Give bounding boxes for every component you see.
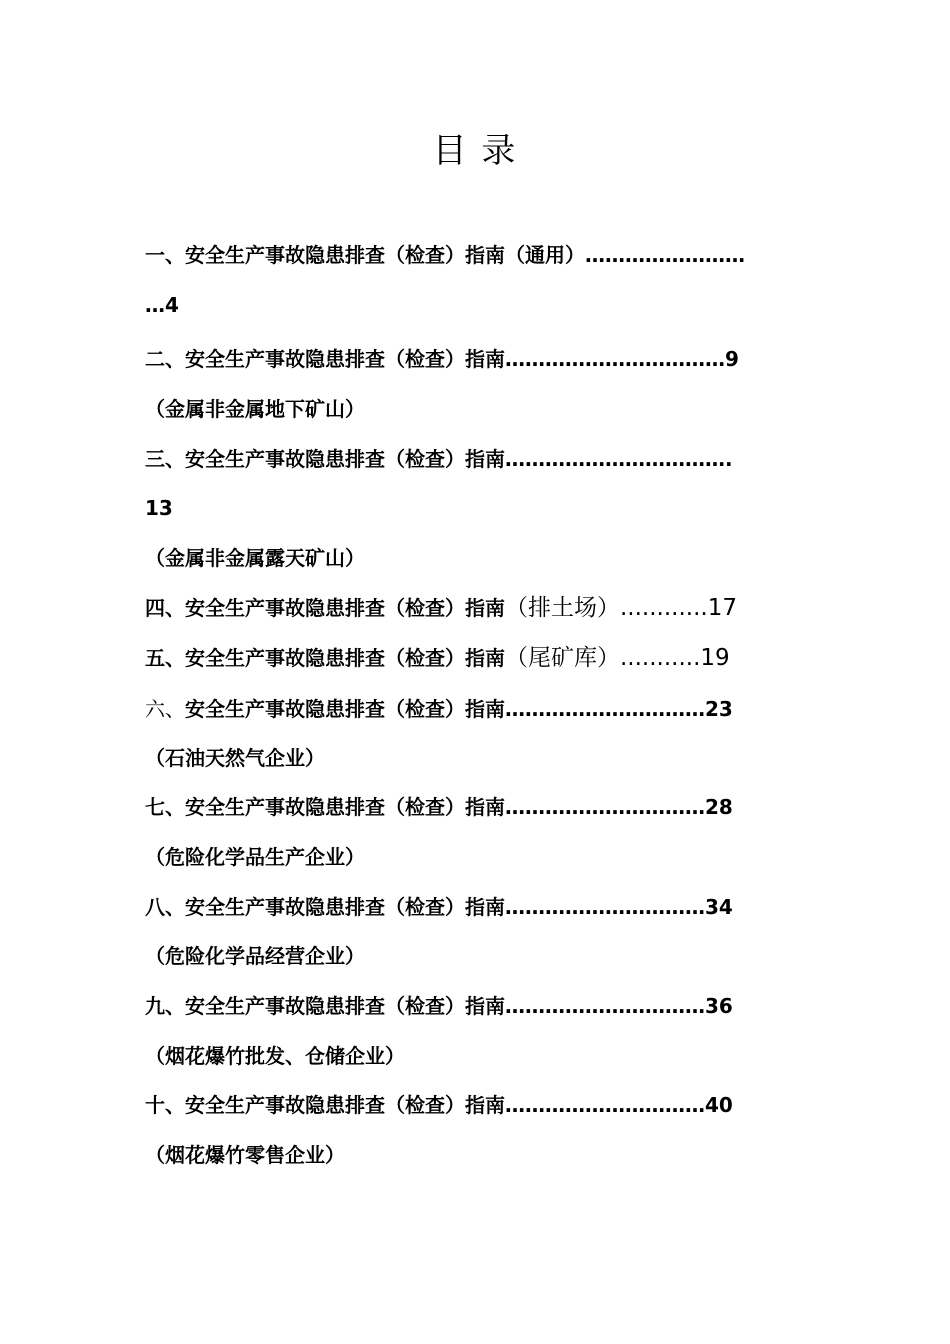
toc-entry-9-subtitle: （烟花爆竹批发、仓储企业）: [145, 1044, 405, 1068]
toc-entry-1-line-2[interactable]: …4: [145, 293, 179, 317]
toc-entry-6-number: 六、: [145, 697, 185, 721]
toc-entry-7-line-1[interactable]: 七、安全生产事故隐患排查（检查）指南…………………………28: [145, 795, 733, 819]
toc-title: 目 录: [432, 131, 518, 171]
toc-entry-4-title: 四、安全生产事故隐患排查（检查）指南: [145, 596, 505, 620]
toc-entry-4-tail: （排土场）............17: [505, 595, 737, 621]
toc-entry-6-title: 安全生产事故隐患排查（检查）指南…………………………23: [185, 697, 733, 721]
toc-entry-2-subtitle: （金属非金属地下矿山）: [145, 397, 365, 421]
toc-entry-8-line-1[interactable]: 八、安全生产事故隐患排查（检查）指南…………………………34: [145, 895, 733, 919]
toc-entry-5-tail: （尾矿库）...........19: [505, 645, 730, 671]
toc-entry-3-subtitle: （金属非金属露天矿山）: [145, 546, 365, 570]
toc-entry-6-subtitle: （石油天然气企业）: [145, 746, 325, 770]
toc-entry-9-line-1[interactable]: 九、安全生产事故隐患排查（检查）指南…………………………36: [145, 994, 733, 1018]
toc-entry-3-line-1[interactable]: 三、安全生产事故隐患排查（检查）指南…………………………….: [145, 447, 733, 471]
toc-entry-4[interactable]: [145, 593, 737, 623]
toc-entry-2-line-1[interactable]: 二、安全生产事故隐患排查（检查）指南……………………………9: [145, 347, 739, 371]
toc-entry-5-title: 五、安全生产事故隐患排查（检查）指南: [145, 646, 505, 670]
toc-entry-3-line-2[interactable]: 13: [145, 496, 173, 520]
toc-entry-10-subtitle: （烟花爆竹零售企业）: [145, 1143, 345, 1167]
toc-entry-1-line-1[interactable]: 一、安全生产事故隐患排查（检查）指南（通用）……………………: [145, 243, 745, 267]
toc-entry-6[interactable]: [145, 694, 733, 724]
toc-entry-8-subtitle: （危险化学品经营企业）: [145, 944, 365, 968]
toc-entry-5[interactable]: [145, 643, 730, 673]
toc-entry-10-line-1[interactable]: 十、安全生产事故隐患排查（检查）指南…………………………40: [145, 1093, 733, 1117]
toc-entry-7-subtitle: （危险化学品生产企业）: [145, 845, 365, 869]
